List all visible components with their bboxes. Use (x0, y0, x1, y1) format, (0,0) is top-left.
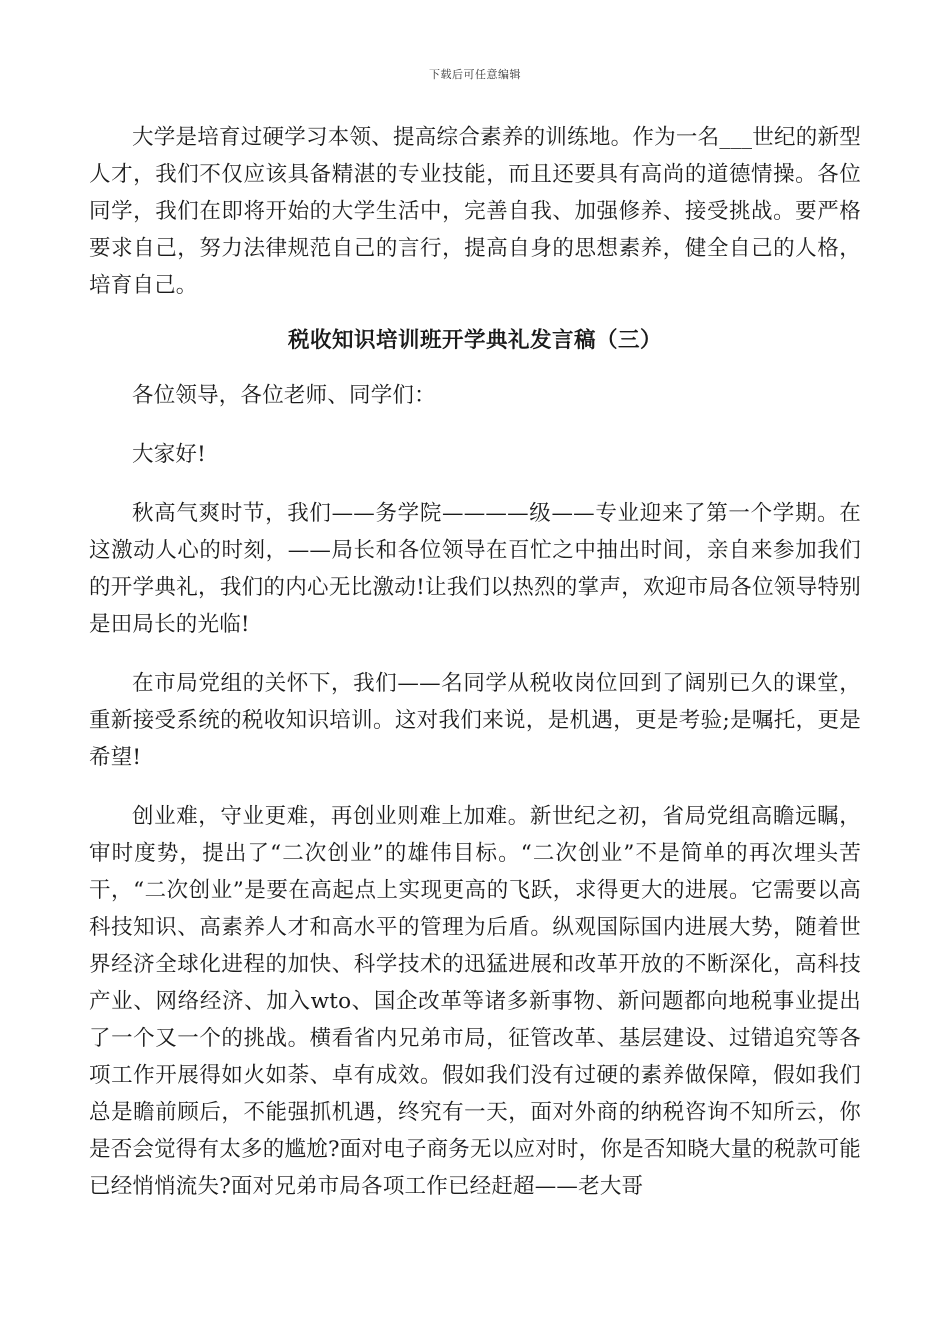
document-title: 税收知识培训班开学典礼发言稿（三） (287, 328, 662, 353)
paragraph-1: 秋高气爽时节，我们——务学院————级——专业迎来了第一个学期。在这激动人心的时刻，——局长和各位领导在百忙之中抽出时间，亲自来参加我们的开学典礼，我们的内心无比激动!让我们以热烈的掌声，欢迎市局各位领导特别是田局长的光临! (89, 501, 861, 637)
greeting: 大家好! (132, 442, 206, 467)
intro-paragraph: 大学是培育过硬学习本领、提高综合素养的训练地。作为一名___世纪的新型人才，我们不仅应该具备精湛的专业技能，而且还要具有高尚的道德情操。各位同学，我们在即将开始的大学生活中，完善自我、加强修养、接受挑战。要严格要求自己，努力法律规范自己的言行，提高自身的思想素养，健全自己的人格，培育自己。 (89, 125, 861, 298)
page-header: 下载后可任意编辑 (429, 68, 521, 81)
document-body (89, 119, 861, 1205)
paragraph-3: 创业难，守业更难，再创业则难上加难。新世纪之初，省局党组高瞻远瞩，审时度势，提出了“二次创业”的雄伟目标。“二次创业”不是简单的再次埋头苦干，“二次创业”是要在高起点上实现更高的飞跃，求得更大的进展。它需要以高科技知识、高素养人才和高水平的管理为后盾。纵观国际国内进展大势，随着世界经济全球化进程的加快、科学技术的迅猛进展和改革开放的不断深化，高科技产业、网络经济、加入wto、国企改革等诸多新事物、新问题都向地税事业提出了一个又一个的挑战。横看省内兄弟市局，征管改革、基层建设、过错追究等各项工作开展得如火如荼、卓有成效。假如我们没有过硬的素养做保障，假如我们总是瞻前顾后，不能强抓机遇，终究有一天，面对外商的纳税咨询不知所云，你是否会觉得有太多的尴尬?面对电子商务无以应对时，你是否知晓大量的税款可能已经悄悄流失?面对兄弟市局各项工作已经赶超——老大哥 (89, 804, 861, 1199)
paragraph-2: 在市局党组的关怀下，我们——名同学从税收岗位回到了阔别已久的课堂，重新接受系统的税收知识培训。这对我们来说，是机遇，更是考验;是嘱托，更是希望! (89, 671, 861, 770)
salutation: 各位领导，各位老师、同学们： (132, 383, 436, 408)
